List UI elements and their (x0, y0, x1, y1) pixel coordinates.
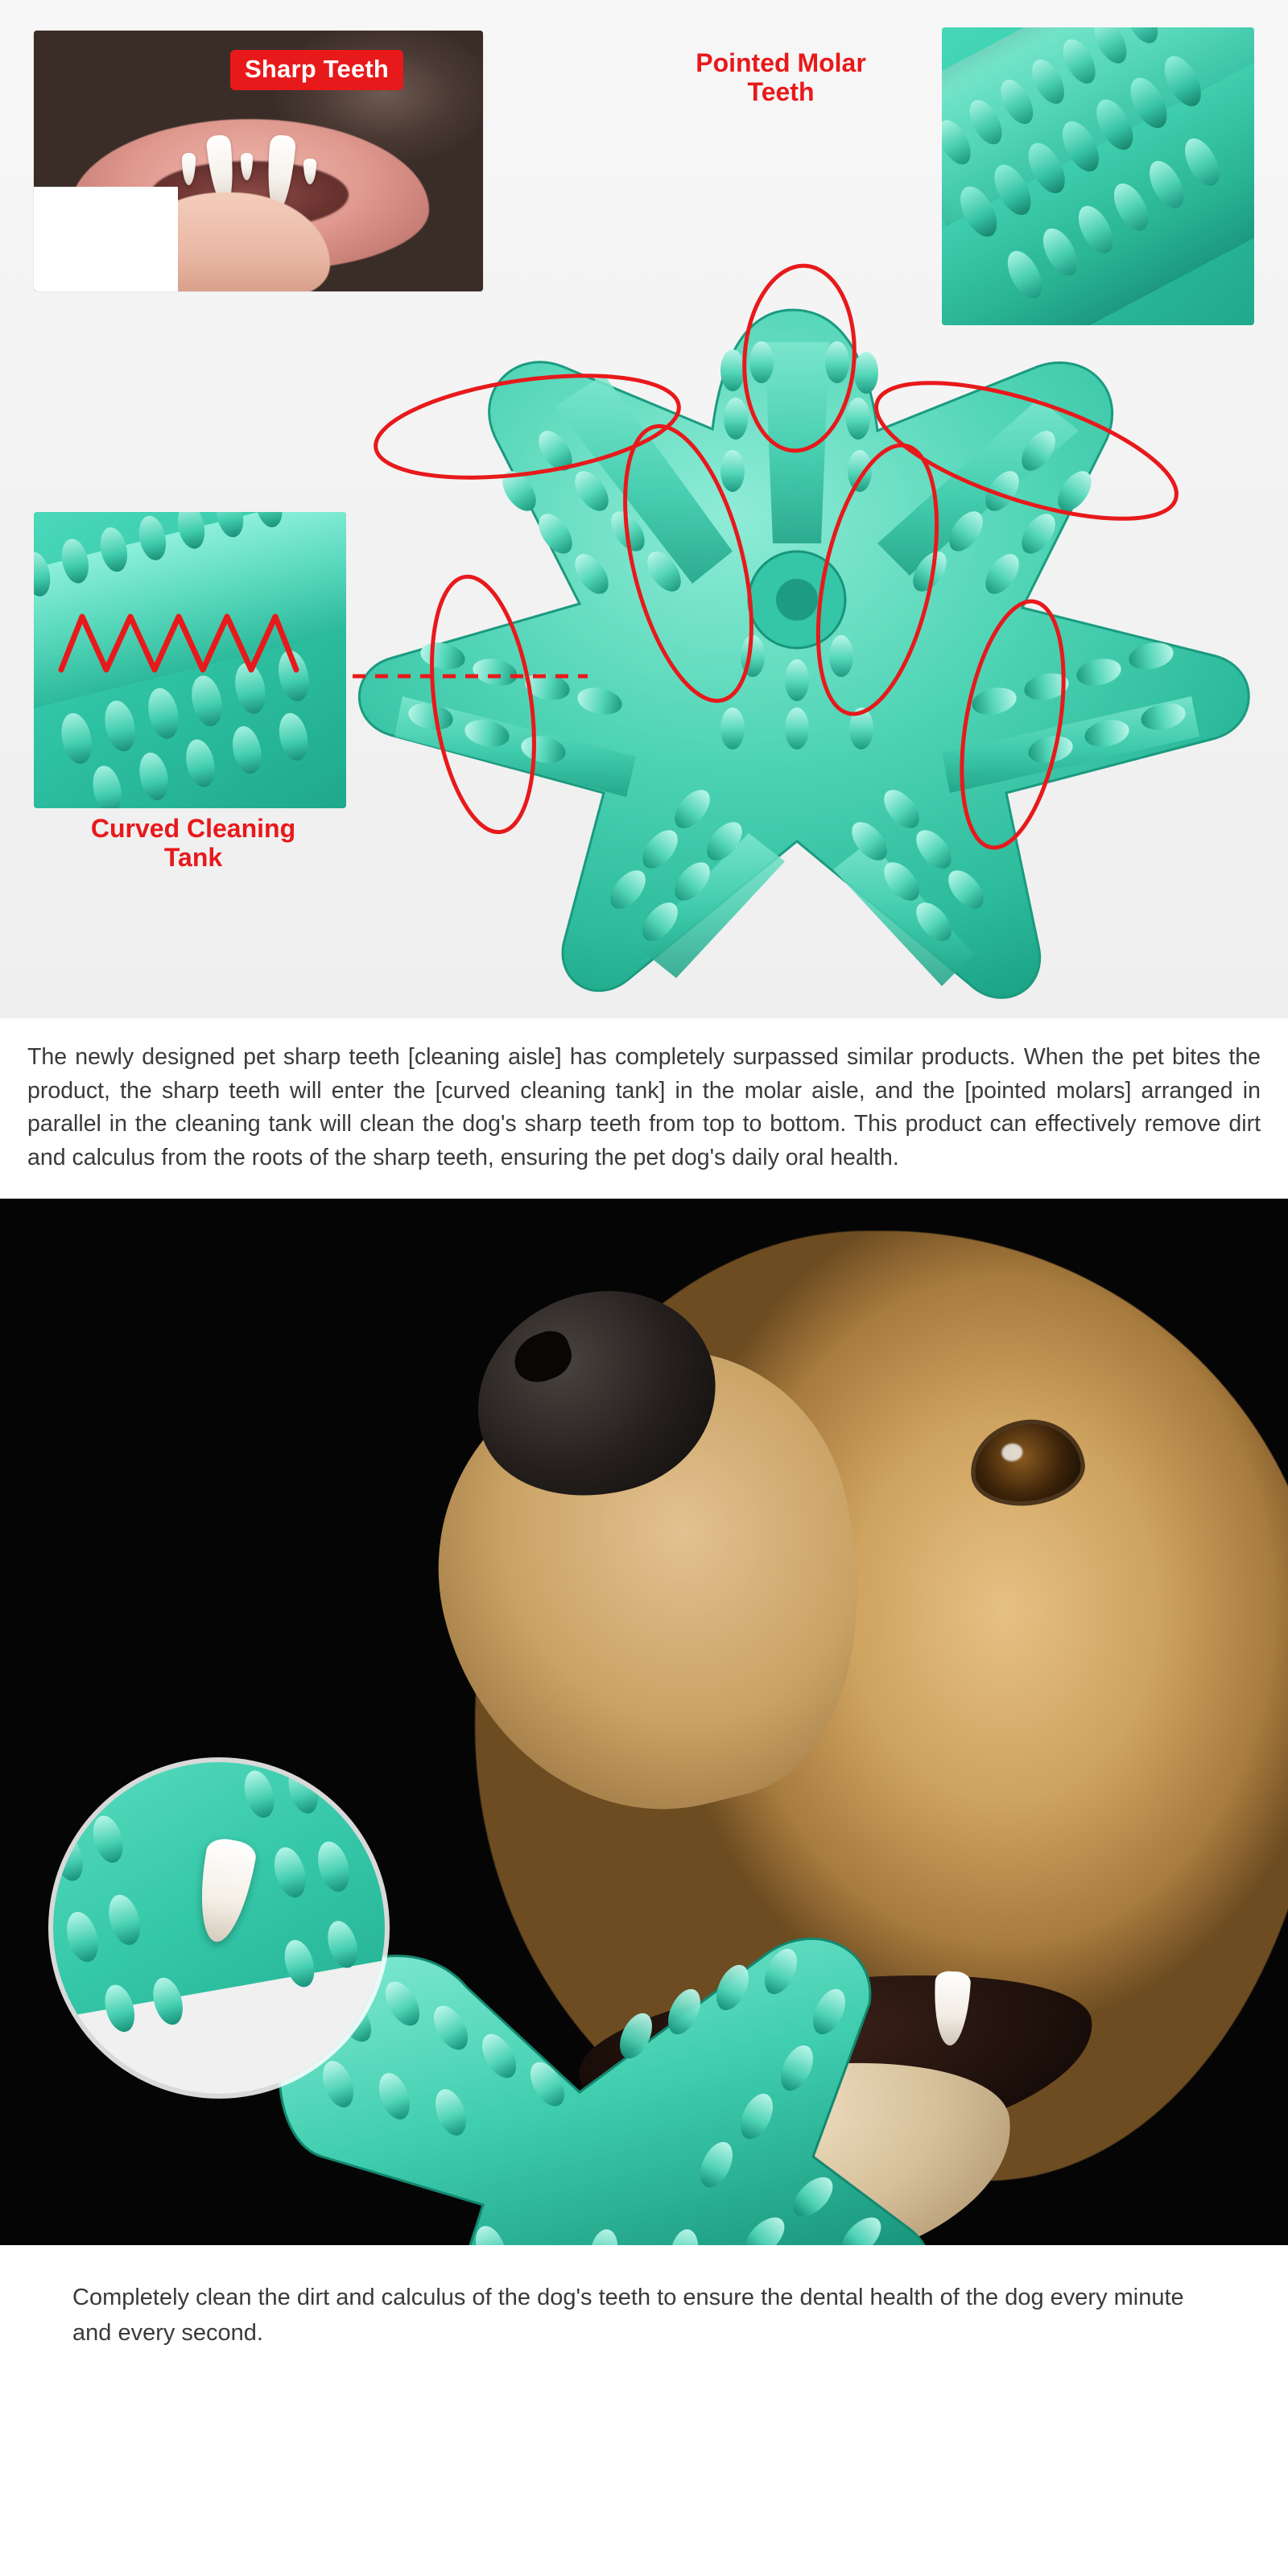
zigzag-annotation (61, 617, 296, 670)
tank-spikes-svg (34, 512, 346, 808)
footer-caption-block (0, 2245, 1288, 2399)
toy-center-hole (776, 579, 818, 621)
pointed-molar-teeth-label-line2: Teeth (747, 77, 815, 107)
tooth-in-tank-inset (53, 1762, 385, 2094)
pointed-molar-teeth-label (644, 48, 918, 107)
dog-lifestyle-photo (0, 1199, 1288, 2245)
curved-cleaning-tank-label-line2: Tank (163, 842, 223, 872)
footer-caption-text: Completely clean the dirt and calculus of the dog's teeth to ensure the dental health of the dog every minute and every second. (72, 2285, 1184, 2346)
starfish-toy-illustration (314, 278, 1272, 1002)
curved-cleaning-tank-label (40, 815, 346, 873)
pointed-molar-teeth-label-line1: Pointed Molar (696, 48, 866, 77)
description-block (0, 1018, 1288, 1199)
annotated-diagram-panel (0, 0, 1288, 1018)
curved-cleaning-tank-label-line1: Curved Cleaning (90, 814, 296, 843)
sharp-teeth-label: Sharp Teeth (230, 50, 403, 90)
description-paragraph: The newly designed pet sharp teeth [cleaning aisle] has completely surpassed similar products. When the pet bites the product, the sharp teeth will enter the [curved cleaning tank] in the molar aisle, and the [pointed molars] arranged in parallel in the cleaning tank will clean the dog's sharp teeth from top to bottom. This product can effectively remove dirt and calculus from the roots of the sharp teeth, ensuring the pet dog's daily oral health. (27, 1044, 1261, 1170)
photo-white-corner (34, 187, 178, 291)
starfish-toy-svg (314, 278, 1272, 1002)
curved-cleaning-tank-macro-photo (34, 512, 346, 808)
